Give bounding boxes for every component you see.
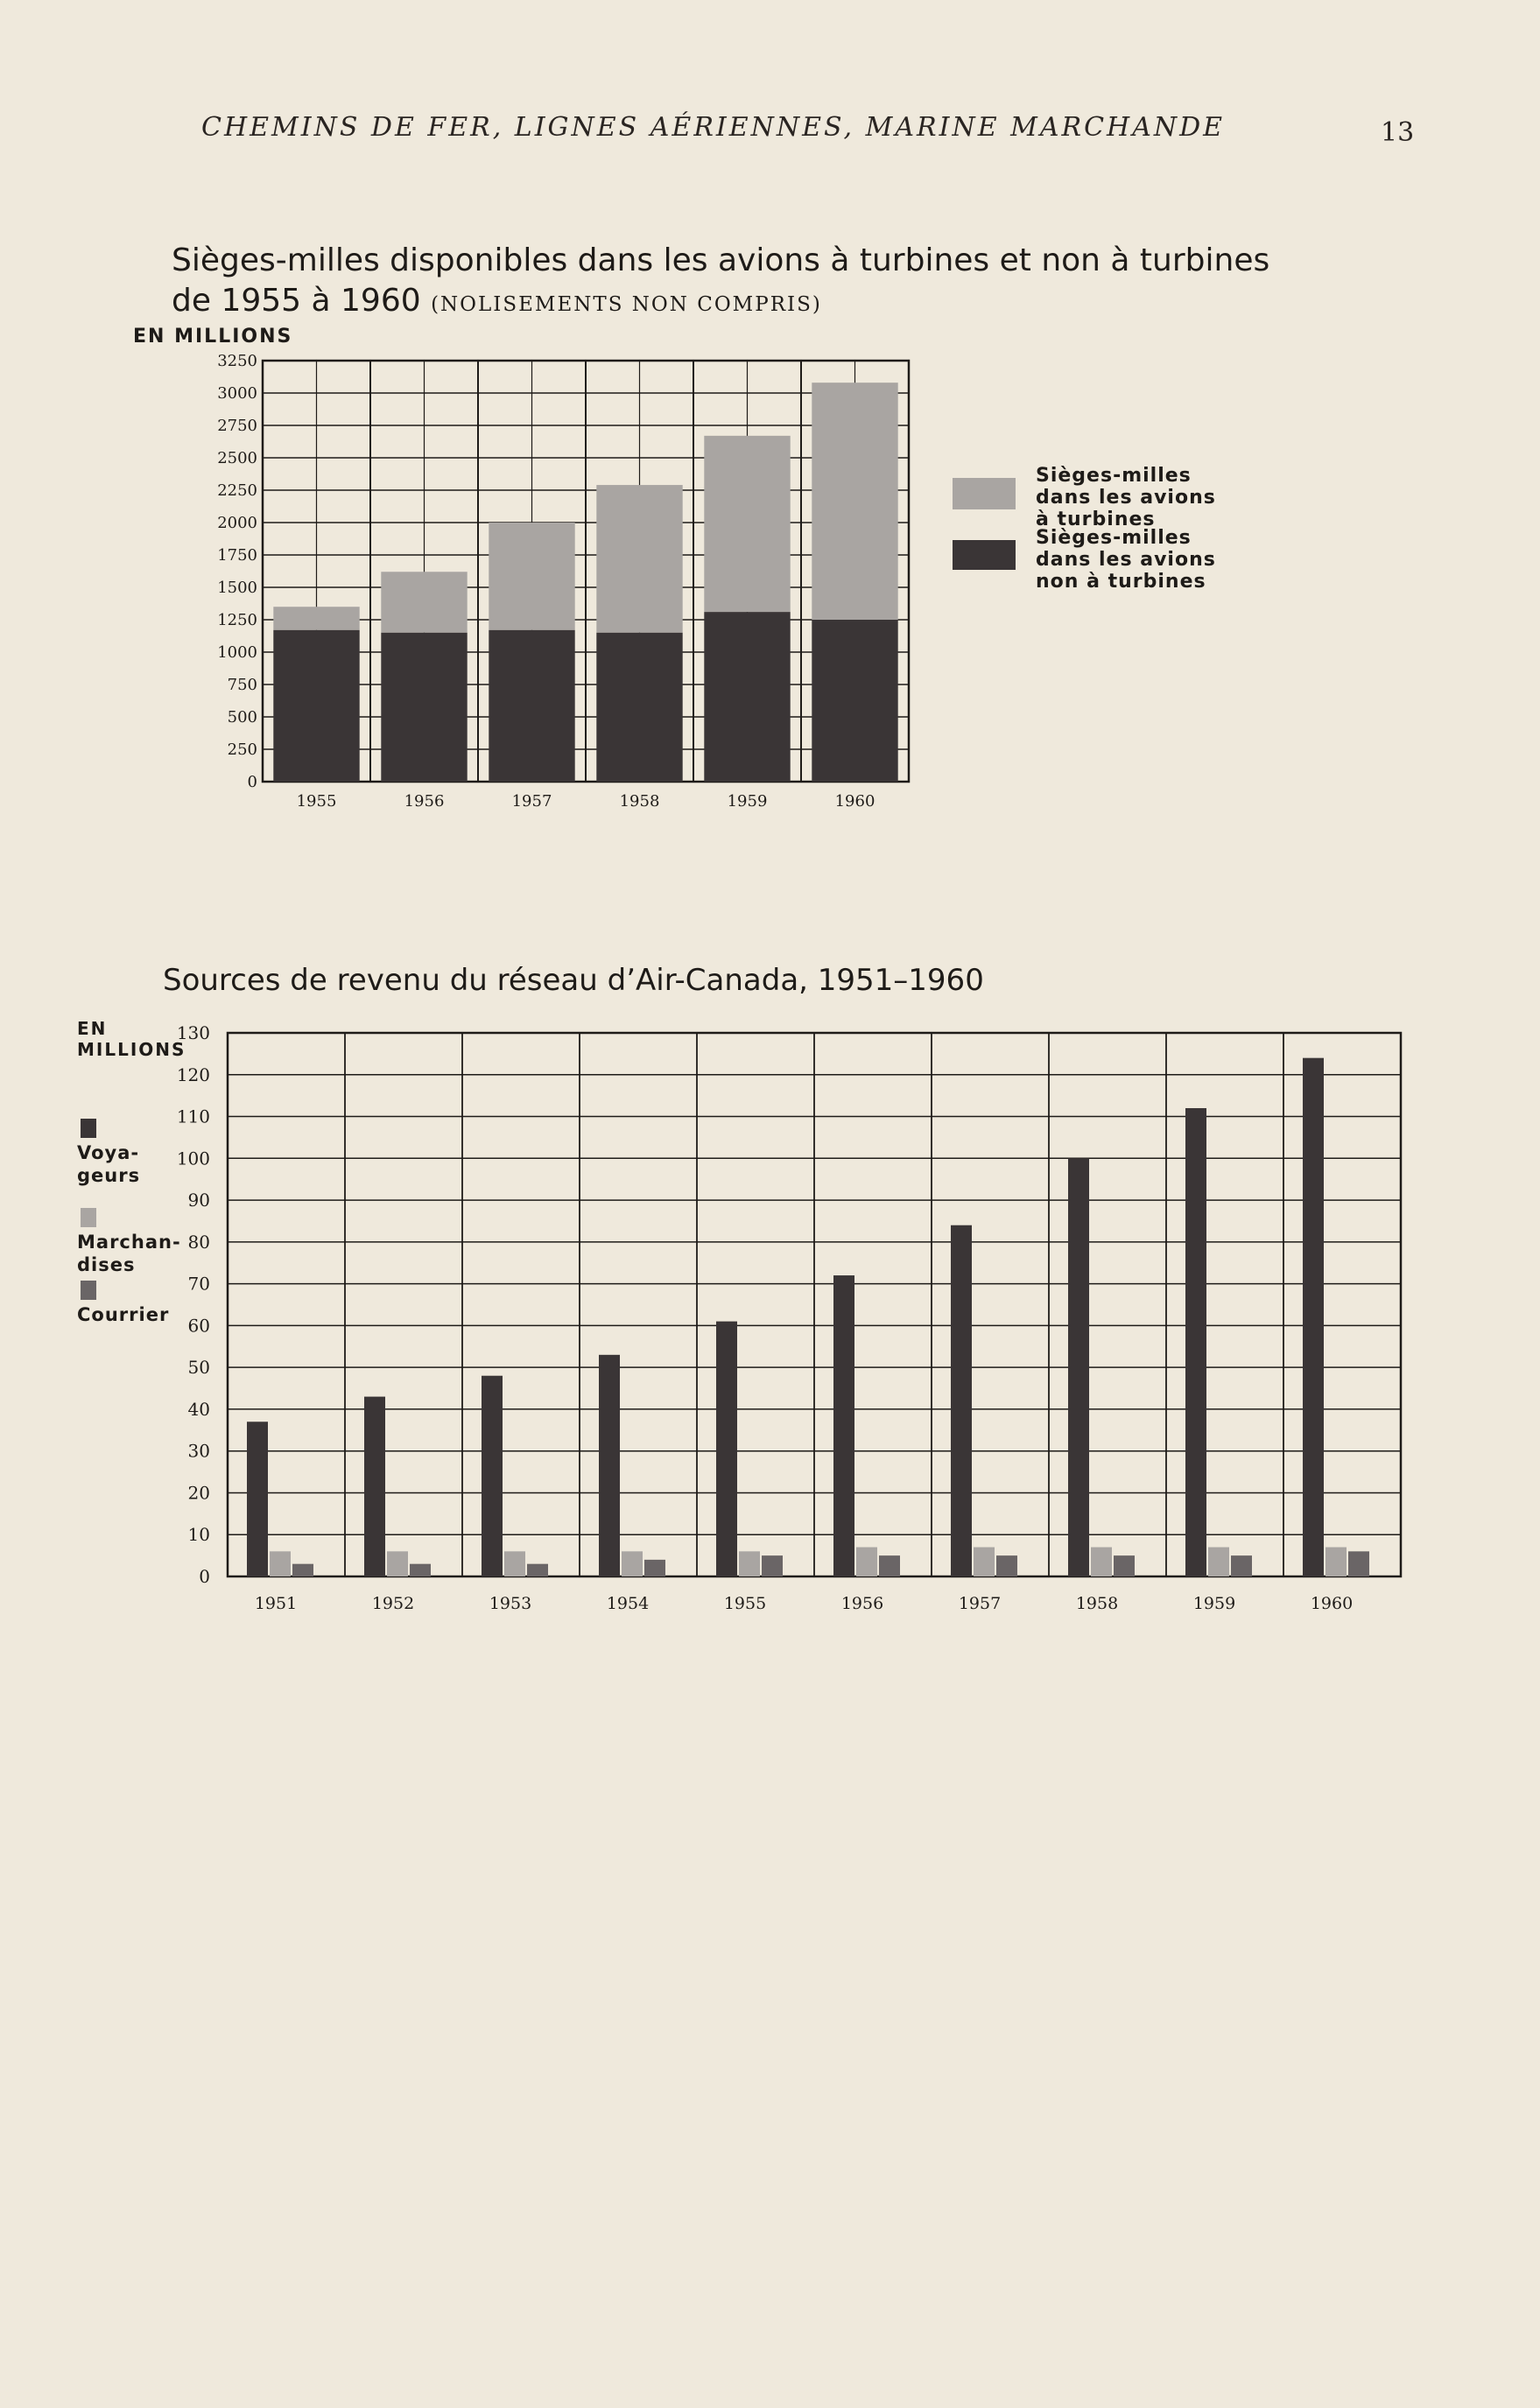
chart2-y-tick: 40 — [187, 1398, 210, 1420]
chart2-y-tick: 10 — [187, 1524, 210, 1546]
chart2-y-tick: 60 — [187, 1315, 210, 1337]
chart2-y-tick: 20 — [187, 1482, 210, 1504]
chart1-bar-non-turbines — [596, 633, 682, 782]
chart2-bar-courrier — [762, 1555, 783, 1576]
chart1-bar-non-turbines — [381, 633, 467, 782]
chart1-bar-non-turbines — [812, 620, 897, 782]
chart1-legend-swatch — [953, 478, 1016, 509]
chart2-bar-voyageurs — [1185, 1108, 1206, 1576]
chart2-bar-courrier — [879, 1555, 900, 1576]
chart1-svg — [0, 333, 1540, 963]
chart1-x-tick: 1958 — [619, 792, 660, 811]
chart1-x-tick: 1959 — [727, 792, 768, 811]
chart2-bar-marchandises — [1326, 1548, 1347, 1576]
chart1-bar-non-turbines — [704, 612, 790, 782]
chart1-legend-label: non à turbines — [1036, 571, 1206, 593]
chart1-title-line1: Sièges-milles disponibles dans les avions à turbines et non à turbines — [172, 242, 1270, 278]
chart2-legend-swatch — [81, 1208, 96, 1227]
chart2-svg — [0, 1007, 1540, 1637]
chart2-x-tick: 1956 — [840, 1594, 884, 1613]
chart1-bar-turbines — [596, 485, 682, 633]
chart2-y-tick: 130 — [176, 1022, 210, 1043]
chart2-y-tick: 0 — [199, 1566, 210, 1587]
chart1-y-unit: EN MILLIONS — [133, 326, 293, 348]
chart2-x-tick: 1957 — [958, 1594, 1002, 1613]
chart1-x-tick: 1960 — [834, 792, 875, 811]
chart1-y-tick: 750 — [227, 676, 257, 694]
chart2-y-tick: 100 — [176, 1148, 210, 1169]
chart2-x-tick: 1955 — [723, 1594, 767, 1613]
chart2-x-tick: 1959 — [1192, 1594, 1236, 1613]
chart2-bar-voyageurs — [364, 1397, 385, 1576]
chart1-legend-label: Sièges-milles — [1036, 465, 1192, 487]
chart2-bar-voyageurs — [716, 1322, 737, 1576]
chart2-bar-courrier — [1231, 1555, 1252, 1576]
chart1-y-tick: 1500 — [217, 579, 257, 597]
chart2-y-tick: 110 — [176, 1106, 210, 1127]
chart1-title-line2 — [172, 281, 1362, 325]
chart2-x-tick: 1958 — [1075, 1594, 1119, 1613]
chart1-bar-turbines — [489, 523, 574, 630]
chart2-bar-voyageurs — [247, 1422, 268, 1576]
chart2-y-tick: 120 — [176, 1064, 210, 1085]
chart1-subtitle: (NOLISEMENTS NON COMPRIS) — [431, 293, 822, 316]
chart2-bar-voyageurs — [833, 1275, 854, 1576]
chart1-legend-label: à turbines — [1036, 509, 1156, 530]
chart2-bar-courrier — [410, 1564, 431, 1576]
chart2-bar-voyageurs — [951, 1225, 972, 1576]
chart1-y-tick: 500 — [227, 708, 257, 727]
chart2-bar-courrier — [292, 1564, 313, 1576]
chart2-bar-voyageurs — [1303, 1058, 1324, 1576]
chart1-legend-label: dans les avions — [1036, 549, 1216, 571]
chart1-y-tick: 1000 — [217, 643, 257, 662]
chart1-y-tick: 250 — [227, 741, 257, 759]
chart1-y-tick: 0 — [247, 773, 257, 791]
chart2-title: Sources de revenu du réseau d’Air-Canada, 1951–1960 — [163, 963, 984, 998]
chart2-bar-marchandises — [270, 1551, 291, 1576]
chart2-y-tick: 70 — [187, 1273, 210, 1295]
chart2-bar-courrier — [1114, 1555, 1135, 1576]
chart2-legend-label: Courrier — [77, 1304, 170, 1325]
chart2-bar-voyageurs — [1068, 1158, 1089, 1576]
chart1-legend-swatch — [953, 540, 1016, 570]
chart2-legend-swatch — [81, 1119, 96, 1138]
chart1-y-tick: 2500 — [217, 449, 257, 467]
chart1-bar-non-turbines — [273, 630, 359, 782]
chart1-y-tick: 2750 — [217, 417, 257, 435]
running-header: CHEMINS DE FER, LIGNES AÉRIENNES, MARINE MARCHANDE — [201, 112, 1226, 143]
chart1-bar-turbines — [273, 607, 359, 630]
chart1-title — [172, 241, 1362, 325]
chart2-x-tick: 1954 — [606, 1594, 650, 1613]
chart2-bar-marchandises — [1208, 1548, 1229, 1576]
chart1-title-years: de 1955 à 1960 — [172, 283, 421, 319]
chart2-legend-label: Voya- geurs — [77, 1142, 141, 1186]
chart2-y-tick: 80 — [187, 1231, 210, 1253]
chart2-bar-marchandises — [387, 1551, 408, 1576]
chart1-y-tick: 1250 — [217, 611, 257, 629]
chart1-y-tick: 2000 — [217, 514, 257, 532]
chart2-bar-marchandises — [1091, 1548, 1112, 1576]
chart2-y-tick: 50 — [187, 1357, 210, 1379]
chart2-bar-marchandises — [856, 1548, 877, 1576]
chart2-y-tick: 90 — [187, 1190, 210, 1211]
chart2-legend-swatch — [81, 1281, 96, 1300]
chart2-x-tick: 1951 — [254, 1594, 298, 1613]
chart2-bar-marchandises — [622, 1551, 643, 1576]
chart2-y-unit: EN MILLIONS — [77, 1018, 186, 1060]
chart2-legend-label: Marchan- dises — [77, 1232, 181, 1275]
chart2-bar-courrier — [996, 1555, 1017, 1576]
chart2-bar-voyageurs — [599, 1355, 620, 1576]
page-number: 13 — [1381, 117, 1415, 148]
chart1-y-tick: 3250 — [217, 352, 257, 370]
chart2-bar-marchandises — [739, 1551, 760, 1576]
chart2-bar-courrier — [527, 1564, 548, 1576]
chart1-bar-turbines — [812, 383, 897, 620]
chart2-x-tick: 1953 — [489, 1594, 532, 1613]
chart1-x-tick: 1957 — [511, 792, 552, 811]
chart1-x-tick: 1955 — [296, 792, 337, 811]
chart2-bar-marchandises — [974, 1548, 995, 1576]
chart2-bar-marchandises — [504, 1551, 525, 1576]
chart2-bar-courrier — [1348, 1551, 1369, 1576]
chart2-x-tick: 1952 — [371, 1594, 415, 1613]
chart1-y-tick: 2250 — [217, 481, 257, 500]
chart1-legend-label: Sièges-milles — [1036, 527, 1192, 549]
chart1-y-tick: 1750 — [217, 546, 257, 565]
chart1-bar-non-turbines — [489, 630, 574, 782]
chart1-bar-turbines — [704, 436, 790, 612]
chart1-bar-turbines — [381, 572, 467, 633]
chart2-bar-voyageurs — [482, 1376, 503, 1576]
chart2-y-tick: 30 — [187, 1440, 210, 1462]
chart1-x-tick: 1956 — [404, 792, 445, 811]
chart2-bar-courrier — [644, 1560, 665, 1576]
chart2-x-tick: 1960 — [1310, 1594, 1354, 1613]
chart1-y-tick: 3000 — [217, 384, 257, 403]
chart1-legend-label: dans les avions — [1036, 487, 1216, 509]
